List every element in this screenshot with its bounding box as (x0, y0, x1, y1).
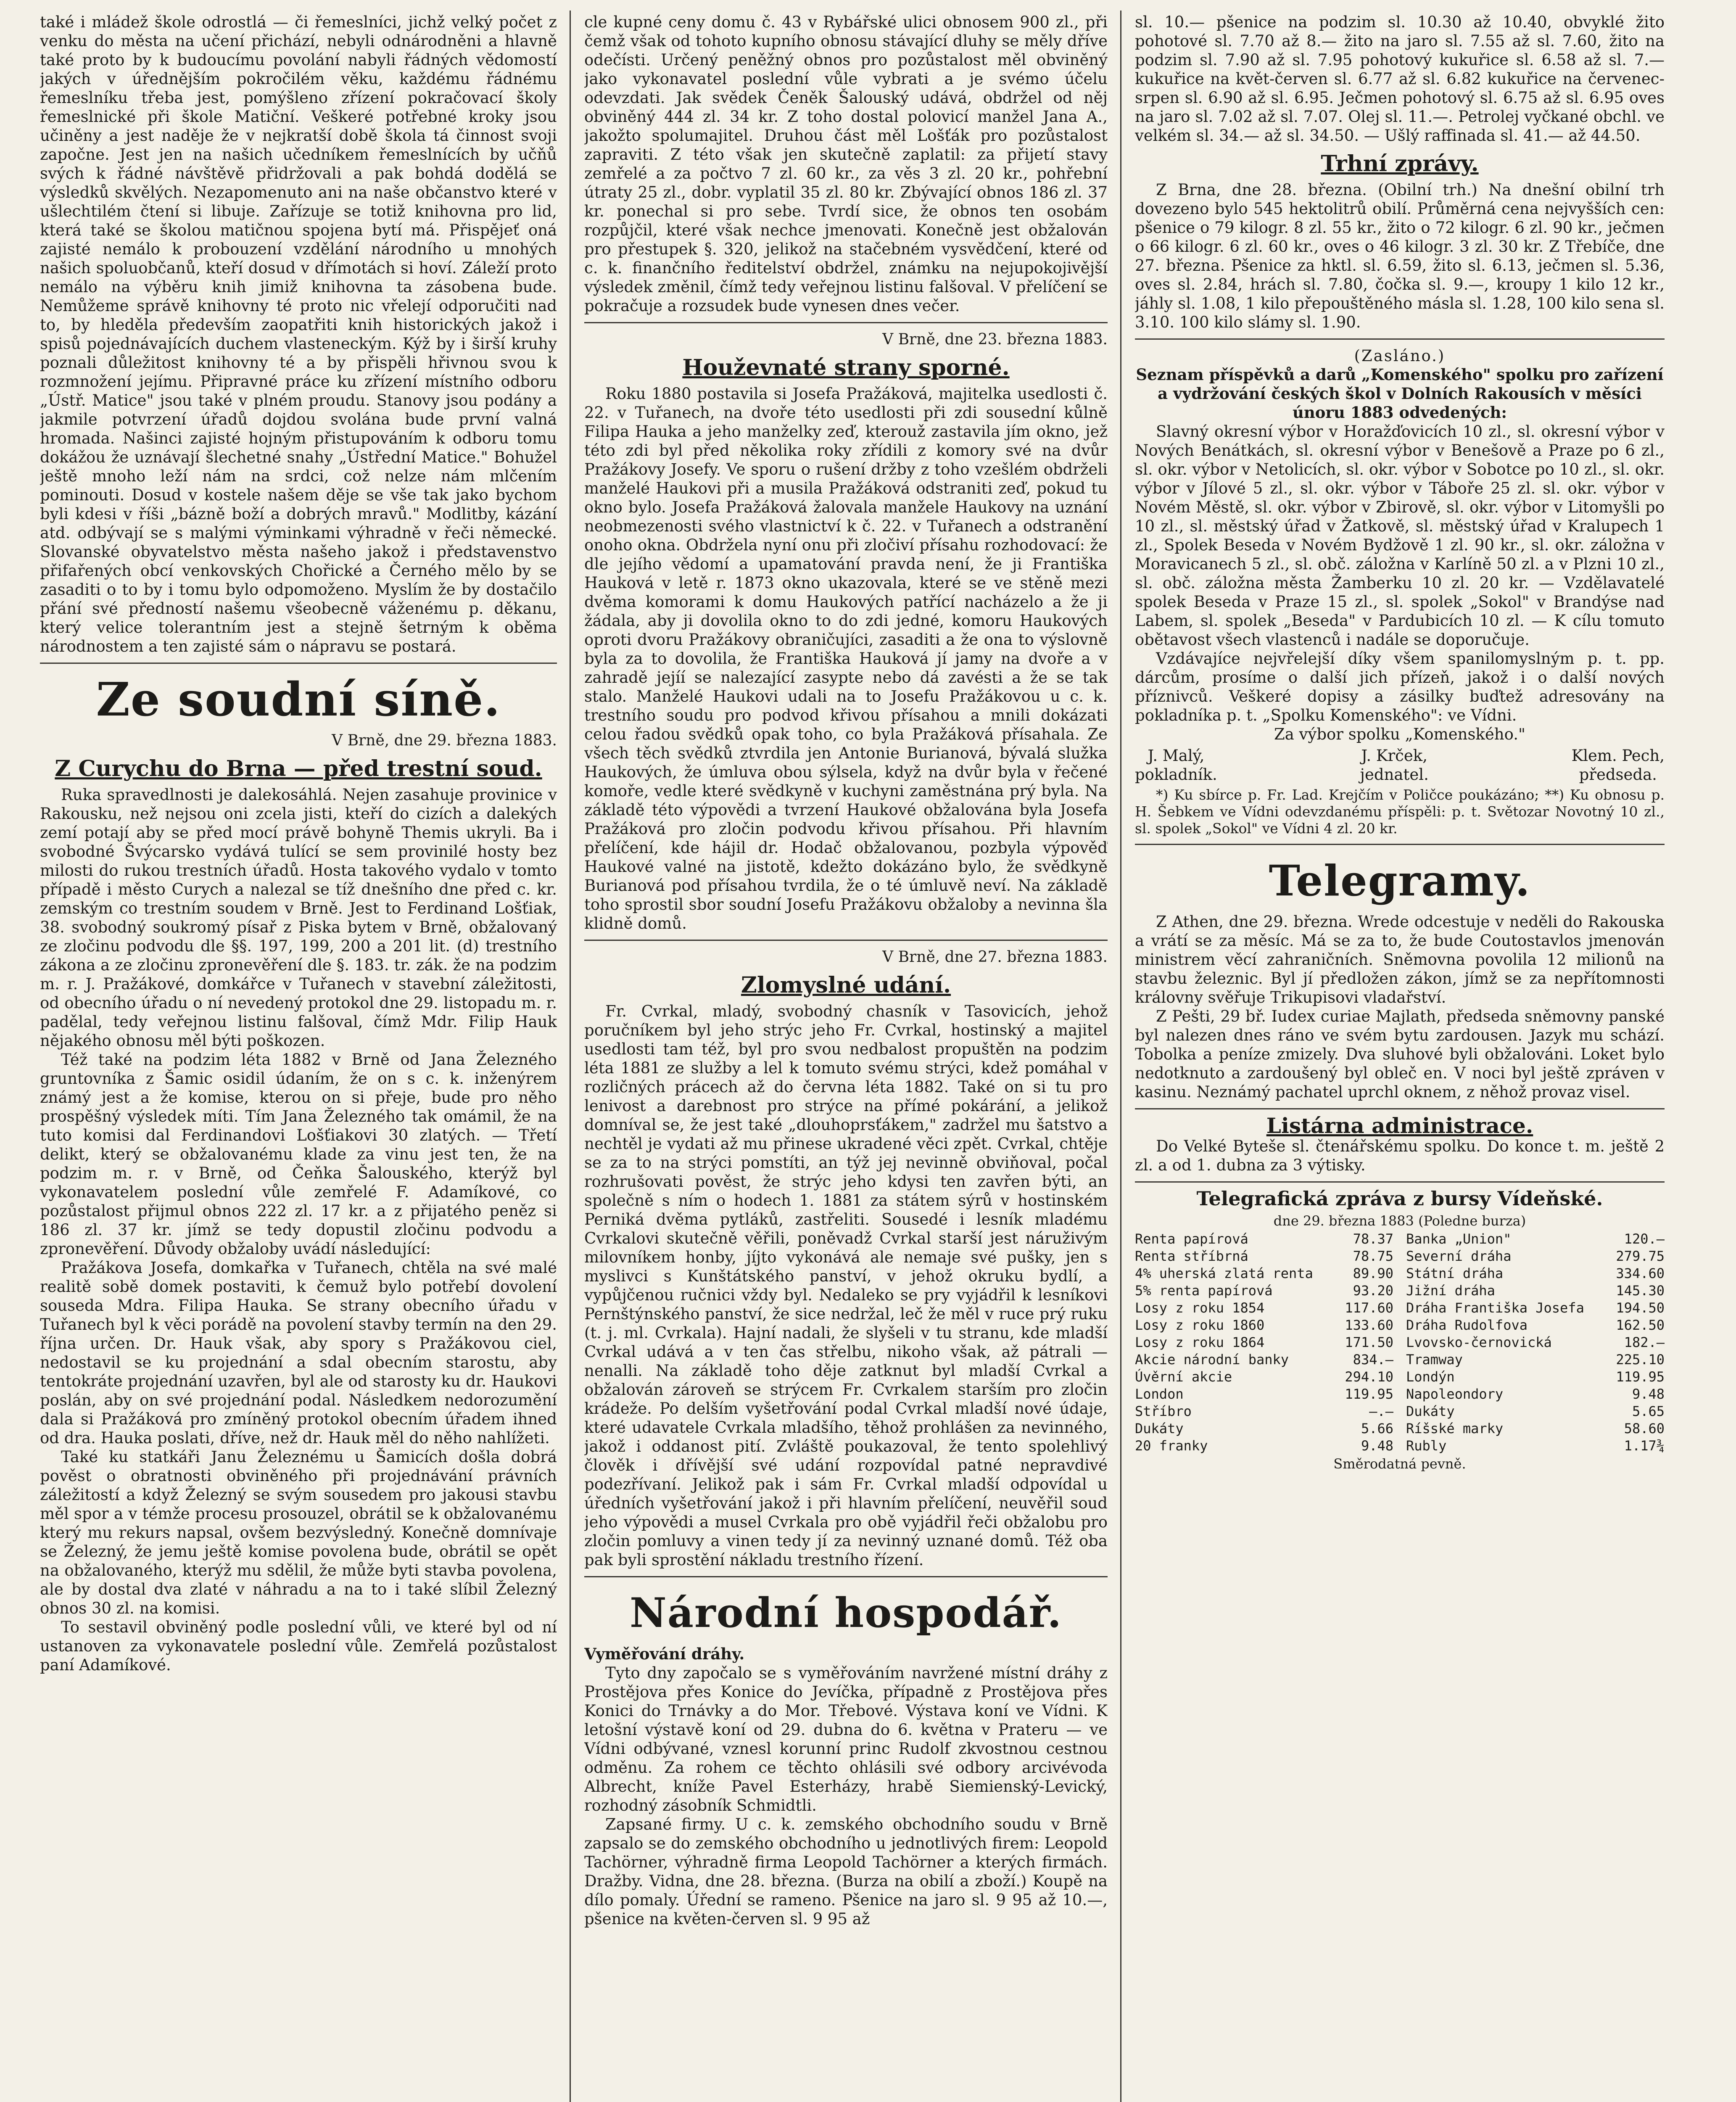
article-continuation: cle kupné ceny domu č. 43 v Rybářské ulici obnosem 900 zl., při čemž však od tohoto kupního obnosu stávající dluhy se měly dříve odečísti. Určený peněžný obnos pro pozůstalost měl obviněný jako vykonavatel poslední vůle vybrati a je svémo účelu odevzdati. Jak svědek Čeněk Šalouský udává, obdržel od něj obviněný 444 zl. 34 kr. Z toho dostal polovicí manžel Jana A., jakožto spolumajitel. Druhou část měl Lošťák pro pozůstalost zapraviti. Z této však jen skutečně zaplatil: za přijetí stavy zemřelé a za počtvo 7 zl. 60 kr., za věs 3 zl. 20 kr., pohřební útraty 25 zl., dobr. vyplatil 35 zl. 80 kr. Zbývající obnos 186 zl. 37 kr. ponechal si pro sebe. Tvrdí sice, že obnos ten osobám rozpůjčil, které však nechce jmenovati. Konečně jest obžalován pro přestupek §. 320, jelikož na stačebném vysvědčení, které od c. k. finančního ředitelství obdržel, známku na nejupokojivější výsledek změnil, čímž tedy veřejnou listinu falšoval. V přelíčení se pokračuje a rozsudek bude vynesen dnes večer. (584, 13, 1108, 315)
article-paragraph: Do Velké Byteše sl. čtenářskému spolku. Do konce t. m. ještě 2 zl. a od 1. dubna za 3 výtisky. (1135, 1137, 1665, 1174)
section-divider (584, 940, 1108, 941)
article-paragraph: Zapsané firmy. U c. k. zemského obchodního soudu v Brně zapsalo se do zemského obchodního u jednotlivých firem: Leopold Tachörner, výhradně firma Leopold Tachörner a kterých firmách. Dražby. Vidna, dne 28. března. (Burza na obilí a zboží.) Koupě na dílo pomaly. Úřední se rameno. Pšenice na jaro sl. 9 95 až 10.—, pšenice na květen-červen sl. 9 95 až (584, 1815, 1108, 1928)
bourse-row (1406, 1351, 1665, 1368)
section-heading-economy: Národní hospodář. (630, 1589, 1062, 1637)
signature-treasurer (1135, 746, 1217, 784)
bourse-security: Losy z roku 1860 (1135, 1317, 1265, 1333)
bourse-row (1135, 1248, 1393, 1265)
bourse-footer: Směrodatná pevně. (1333, 1456, 1466, 1472)
bourse-security: Renta stříbrná (1135, 1248, 1248, 1264)
signature-name: J. Krček, (1361, 747, 1427, 765)
bourse-value: 78.75 (1353, 1248, 1393, 1264)
section-divider (1135, 1108, 1665, 1109)
bourse-value: 5.66 (1361, 1421, 1393, 1437)
dateline: V Brně, dne 29. března 1883. (332, 732, 557, 749)
donations-title: Seznam příspěvků a darů „Komenského" spolku pro zařízení a vydržování českých škol v Dolních Rakousích v měsíci únoru 1883 odvedených: (1136, 365, 1664, 422)
signatures (1135, 746, 1665, 784)
article-paragraph: Fr. Cvrkal, mladý, svobodný chasník v Tasovicích, jehož poručníkem byl jeho strýc jeho Fr. Cvrkal, hostinský a majitel usedlosti tam též, byl pro svou nedbalost propuštěn na podzim léta 1881 ze služby a lel k tomuto svému strýci, kdež pomáhal v rozličných prácech až do června léta 1882. Také on si tu pro lenivost a darebnost pro strýce na přímé pokárání, a jelikož domníval se, že jest také „dlouhoprsťákem," zadržel mu šatstvo a nechtěl je vydati až mu přinese ukradené věci zpět. Cvrkal, chtěje se za to na strýci pomstíti, an týž jej nevinně obviňoval, počal rozhrušovati pověst, že strýc jeho kdysi ten zavřen býti, an společně s ním o hodech 1. 1881 za státem sýrů v hostinském Perniká dvěma pytláků, zastřeliti. Sousedé i lesník mladému Cvrkalovi skutečně věřili, poněvadž Cvrkal starší jest náruživým milovníkem honby, jíjto vykonává ale nemaje své pušky, jen s myslivci s Kunštátského panství, v jehož okruku bydlí, a vypůjčenou ručnici vždy byl. Nedaleko se pry vyjádřil k lesníkovi Pernštýnského panství, že sice nedržal, leč že měl v ruce prý ruku (t. j. ml. Cvrkala). Hajní nadali, že slyšeli v tu stranu, kde mladší Cvrkal udává a v ten čas střelbu, nikoho však, až pátrali — nenalli. Na základě toho děje zatknut byl mladší Cvrkal a obžalován zároveň se strýcem Fr. Cvrkalem starším pro zločin krádeže. Po delším vyšetřování podal Cvrkal mladší nové údaje, které udavatele Cvrkala mladšího, těhož prohlášen za nevinného, jakož i oddanost pití. Zvláště poukazoval, že tento spolehlivý člověk i dřívější své udání rozpovídal patné nepravdivé podezřívaní. Jelikož pak i sám Fr. Cvrkal mladší odpovídal u úředních vyšetřování jakož i při hlavním přelíčení, neuvěřil soud jeho výpovědi a musel Cvrkala pro obě vyjádřil řeči obžalobu pro zločin pomluvy a vinen tedy jí za nevinný uznané domů. Též oba pak byli sprostění nákladu trestního řízení. (584, 1002, 1108, 1569)
bourse-security: 5% renta papírová (1135, 1283, 1273, 1299)
bourse-row (1406, 1437, 1665, 1455)
bourse-table (1135, 1231, 1665, 1455)
bourse-value: 1.17¾ (1624, 1438, 1665, 1454)
signature-chairman (1572, 746, 1665, 784)
bourse-security: Jižní dráha (1406, 1283, 1495, 1299)
bourse-row (1406, 1420, 1665, 1437)
bourse-value: 834.— (1353, 1352, 1393, 1368)
bourse-row (1135, 1351, 1393, 1368)
bourse-row (1406, 1334, 1665, 1351)
left-column (40, 13, 557, 2102)
article-paragraph: To sestavil obviněný podle poslední vůli, ve které byl od ní ustanoven za vykonavatele poslední vůle. Zemřelá pozůstalost paní Adamíkové. (40, 1618, 557, 1674)
bourse-security: Úvěrní akcie (1135, 1369, 1232, 1385)
bourse-value: 334.60 (1616, 1265, 1665, 1281)
bourse-row (1406, 1265, 1665, 1282)
bourse-value: 9.48 (1632, 1386, 1665, 1402)
bourse-security: Dukáty (1135, 1421, 1184, 1437)
article-paragraph: Z Brna, dne 28. března. (Obilní trh.) Na dnešní obilní trh dovezeno bylo 545 hektolitrů obilí. Průměrná cena nejvyšších cen: pšenice o 79 kilogr. 8 zl. 55 kr., žito o 72 kilogr. 6 zl. 90 kr., ječmen o 66 kilogr. 6 zl. 60 kr., oves o 46 kilogr. 3 zl. 30 kr. Z Třebíče, dne 27. března. Pšenice za hktl. sl. 6.59, žito sl. 6.13, ječmen sl. 5.36, oves sl. 2.84, hrách sl. 7.80, čočka sl. 9.—, kroupy 1 kilo 12 kr., jáhly sl. 1.08, 1 kilo přepouštěného másla sl. 1.28, 100 kilo sena sl. 3.10. 100 kilo slámy sl. 1.90. (1135, 181, 1665, 331)
bourse-row (1406, 1282, 1665, 1299)
signature-name: J. Malý, (1148, 747, 1205, 765)
bourse-security: Stříbro (1135, 1403, 1192, 1419)
bourse-value: 5.65 (1632, 1403, 1665, 1419)
dateline: V Brně, dne 23. března 1883. (882, 331, 1108, 348)
bourse-row (1406, 1299, 1665, 1317)
bourse-value: 119.95 (1616, 1369, 1665, 1385)
section-heading-court: Ze soudní síně. (96, 672, 501, 726)
signature-name: Klem. Pech, (1571, 747, 1665, 765)
bourse-row (1406, 1403, 1665, 1420)
section-divider (1135, 844, 1665, 845)
bourse-security: Dukáty (1406, 1403, 1455, 1419)
bourse-value: 119.95 (1345, 1386, 1393, 1402)
bourse-row (1135, 1368, 1393, 1386)
bourse-value: 194.50 (1616, 1300, 1665, 1316)
bourse-row (1135, 1334, 1393, 1351)
right-column (1135, 13, 1665, 2102)
bourse-security: Ríšské marky (1406, 1421, 1504, 1437)
section-divider (1135, 1181, 1665, 1183)
article-paragraph: Z Athen, dne 29. března. Wrede odcestuje v neděli do Rakouska a vrátí se za měsíc. Má se za to, že bude Coutostavlos jmenován ministrem věcí zahraničních. Sněmovna povolila 12 milionů na stavbu železnic. Byl jí předložen zákon, jímž se za nepřítomnosti královny svěřuje Trikupisovi vladařství. (1135, 913, 1665, 1006)
bourse-security: Banka „Union" (1406, 1231, 1512, 1247)
bourse-value: 171.50 (1345, 1334, 1393, 1350)
section-divider (40, 663, 557, 664)
signature-role: předseda. (1579, 766, 1657, 784)
bourse-value: 294.10 (1345, 1369, 1393, 1385)
signature-role: pokladník. (1135, 766, 1217, 784)
signature-role: jednatel. (1360, 766, 1429, 784)
bourse-value: 89.90 (1353, 1265, 1393, 1281)
bourse-row (1135, 1403, 1393, 1420)
bourse-value: 279.75 (1616, 1248, 1665, 1264)
bourse-security: Losy z roku 1864 (1135, 1334, 1265, 1350)
bourse-value: 225.10 (1616, 1352, 1665, 1368)
bourse-security: Renta papírová (1135, 1231, 1248, 1247)
section-heading-bourse: Telegrafická zpráva z bursy Vídeňské. (1196, 1187, 1603, 1210)
bourse-security: Severní dráha (1406, 1248, 1512, 1264)
bourse-row (1135, 1437, 1393, 1455)
intro-paragraph: také i mládež škole odrostlá — či řemeslníci, jichž velký počet z venku do města na učení přichází, nebyli odnárodněni a hlavně také proto by k budoucímu povolání nabyli řádných vědomostí jakých v úřednějším pokročilém věku, každému řádnému řemeslníku třeba jest, pomýšleno zřízení pokračovací školy řemeslnické při škole Matiční. Veškeré potřebné kroky jsou učiněny a jest naděje že v nejkratší době škola tá činnost svoji započne. Jest jen na našich učedníkem řemeslnících by učňů svých k řádné návštěvě přidržovali a pak bohdá dodělá se výsledků skvělých. Nezapomenuto ani na naše občanstvo které v ušlechtilém čtení si libuje. Zařízuje se totiž knihovna pro lid, která také se školou matičnou spojena bytí má. Přispějeť oná zajisté nemálo k probouzení vzdělání národního u mnohých našich spoluobčanů, kteří dosud v dřímotách si hoví. Záleží proto nemálo na výběru knih jimiž knihovna ta zásobena bude. Nemůžeme správě knihovny té proto nic vřelejí odporučiti nad to, by hleděla především zaopatřiti knih historických jakož i spisů pojednávajících duchem vlasteneckým. Kýž by i širší kruhy poznali důležitost knihovny té a by přispěli hřivnou svou k rozmnožení jejímu. Připravné práce ku zřízení místního odboru „Ústř. Matice" jsou také v plném proudu. Stanovy jsou podány a jakmile potvrzení úřadů dojdou svolána bude první valná hromada. Našinci zajisté hojným přistupováním k odboru tomu dokážou že uznávají šlechetné snahy „Ústřední Matice." Bohužel ještě mnoho leží nám na srdci, což nelze nám mlčením pominouti. Dosud v kostele našem děje se vše tak jako bychom byli kdesi v říši „bázně boží a dobrých mravů." Modlitby, kázání atd. odbývají se s malými výminkami výhradně v řeči německé. Slovanské obyvatelstvo města našeho jakož i představenstvo přifařených obcí venkovských Chořické a Černého mělo by se zasaditi o to by i tomu bylo odpomoženo. Myslím že by dostačilo přání své předností našemu všeobecně váženému p. děkanu, který velice tolerantním jest a stejně šetrným k oběma národnostem a ten zajisté sám o nápravu se postará. (40, 13, 557, 655)
bourse-value: 145.30 (1616, 1283, 1665, 1299)
bourse-right-list (1406, 1231, 1665, 1455)
bourse-value: 93.20 (1353, 1283, 1393, 1299)
bourse-security: London (1135, 1386, 1184, 1402)
bourse-left-list (1135, 1231, 1393, 1455)
bourse-row (1406, 1231, 1665, 1248)
bourse-security: Rubly (1406, 1438, 1447, 1454)
bourse-value: 9.48 (1361, 1438, 1393, 1454)
article-paragraph: Slavný okresní výbor v Horažďovicích 10 zl., sl. okresní výbor v Nových Benátkách, sl. okresní výbor v Benešově a Praze po 6 zl., sl. okr. výbor v Netolicích, sl. okr. výbor v Sobotce po 10 zl., sl. okr. výbor v Jílové 5 zl., sl. okr. výbor v Táboře 25 zl. sl. okr. výbor v Novém Městě, sl. okr. výbor v Zbirově, sl. okr. výbor v Litomyšli po 10 zl., sl. městský úřad v Žatkově, sl. městský úřad v Kralupech 1 zl., Spolek Beseda v Novém Bydžově 1 zl. 90 kr., sl. okr. záložna v Moravicanech 5 zl., sl. obč. záložna v Karlíně 50 zl. a v Plzni 10 zl., sl. obč. záložna města Žamberku 10 zl. 20 kr. — Vzdělavatelé spolek Beseda v Praze 15 zl., sl. spolek „Sokol" v Brandýse nad Labem, sl. spolek „Beseda" v Pardubicích 10 zl. — K cílu tomuto obětavost všech vlastenců i nadále se doporučuje. (1135, 423, 1665, 649)
bourse-value: 182.— (1624, 1334, 1665, 1350)
article-heading: Houževnaté strany sporné. (682, 355, 1010, 380)
bourse-row (1135, 1282, 1393, 1299)
bourse-security: Londýn (1406, 1369, 1455, 1385)
article-paragraph: Také ku statkáři Janu Železnému u Šamicích došla dobrá pověst o obratnosti obviněného při projednávání právních záležitostí a když Železný se svým sousedem pro jakousi stavbu měl spor a v témže procesu prosouzel, obrátil se k obžalovanému který mu rekurs napsal, ovšem bezvýsledný. Konečně domnívaje se Železný, že jemu ještě komise povolena bude, obrátil se opět na obžalovaného, kterýž mu sdělil, že může byti stavba povolena, ale by dostal dva zlaté v náhradu a na to i také slíbil Železný obnos 30 zl. na komisi. (40, 1448, 557, 1617)
middle-column (584, 13, 1108, 2102)
bourse-value: 117.60 (1345, 1300, 1393, 1316)
zaslano-label: (Zasláno.) (1354, 347, 1446, 365)
bourse-row (1135, 1317, 1393, 1334)
bourse-value: 133.60 (1345, 1317, 1393, 1333)
article-heading: Zlomyslné udání. (741, 972, 951, 998)
bourse-value: 58.60 (1624, 1421, 1665, 1437)
section-divider (584, 1576, 1108, 1577)
article-paragraph: Vzdávajíce nejvřelejší díky všem spanilomyslným p. t. pp. dárcům, prosíme o další jich přízeň, jakož i o další nových příznivců. Veškeré dopisy a zásilky buďtež adresovány na pokladníka p. t. „Spolku Komenského": ve Vídni. (1135, 650, 1665, 724)
bourse-row (1406, 1317, 1665, 1334)
committee-label: Za výbor spolku „Komenského." (1274, 725, 1525, 743)
section-heading-administration: Listárna administrace. (1266, 1113, 1533, 1138)
bourse-security: Lvovsko-černovická (1406, 1334, 1552, 1350)
article-paragraph: Ruka spravedlnosti je dalekosáhlá. Nejen zasahuje provinice v Rakousku, než nejsou oni zcela jisti, kteří do cizích a dalekých zemí potají aby se před mocí právě bohyně Themis ukryli. Ba i svobodné Švýcarsko vydává tulící se sem provinilé hosty bez milosti do rukou trestních úřadů. Hosta takového vydalo v tomto případě i město Curych a nalezal se tíž dnešního dne před c. kr. zemským co trestním soudem v Brně. Jest to Ferdinand Lošťiak, 38. svobodný soukromý písař z Piska bytem v Brně, obžalovaný ze zločinu podvodu dle §§. 197, 199, 200 a 201 lit. (d) trestního zákona a ze zločinu zpronevěření dle §. 183. tr. zák. že na podzim m. r. J. Pražákové, domkářce v Tuřanech v stavební záležitosti, od obecního úřadu o ní nevedený protokol dne 29. listopadu m. r. padělal, tedy veřejnou listinu falšoval, čímž Mdr. Filip Hauk nějakého obnosu měl býti poškozen. (40, 786, 557, 1050)
dateline: V Brně, dne 27. března 1883. (882, 948, 1108, 966)
bourse-security: Dráha Rudolfova (1406, 1317, 1528, 1333)
article-paragraph: Tyto dny započalo se s vyměřováním navržené místní dráhy z Prostějova přes Konice do Jevíčka, případně z Prostějova přes Konici do Trnávky a do Mor. Třebové. Výstava koní ve Vídni. K letošní výstavě koní od 29. dubna do 6. května v Prateru — ve Vídni odbývané, vznesl korunní princ Rudolf zkvostnou cestnou odměnu. Za rohem ce těchto ohlásili své odbory arcivévoda Albrecht, kníže Pavel Esterházy, hrabě Siemienský-Levický, rozhodný zásobník Schmidtli. (584, 1664, 1108, 1814)
section-heading-markets: Trhní zprávy. (1321, 151, 1479, 177)
bourse-security: Dráha Františka Josefa (1406, 1300, 1584, 1316)
article-paragraph: Pražákova Josefa, domkařka v Tuřanech, chtěla na své malé realitě sobě domek postaviti, k čemuž bylo potřebí dovolení souseda Mdra. Filipa Hauka. Se strany obecního úřadu v Tuřanech byl k věci porádě na povolení stavby termín na den 29. října určen. Dr. Hauk však, aby spory s Pražákovou ciel, nedostavil se ku projednání a sdal obecním starostu, aby tentokráte projednání uzavřen, byl ale od starosty ku dr. Haukovi poslán, aby on své projednání podal. Následkem nedorozumění dala si Pražáková pro zmíněný protokol obecním úřadem ihned od dra. Hauka poslati, dříve, než dr. Hauk měl do něho nahlížeti. (40, 1259, 557, 1447)
section-divider (1135, 338, 1665, 340)
bourse-security: Akcie národní banky (1135, 1352, 1289, 1368)
bourse-row (1135, 1420, 1393, 1437)
article-paragraph: Též také na podzim léta 1882 v Brně od Jana Železného gruntovníka z Šamic osidil údaním, že on s c. k. inženýrem známý jest a že komise, kterou on si přeje, bude pro něho prospěšný výsledek míti. Tím Jana Železného tak omámil, že na tuto komisi dal Ferdinandovi Lošťiakovi 30 zlatých. — Třetí delikt, který se obžalovanému klade za vinu jest ten, že na podzim m. r. v Brně, od Čeňka Šalouského, kterýž byl vykonavatelem poslední vůle zemřelé F. Adamíkové, co pozůstalost přijmul obnos 222 zl. 17 kr. a z přijatého peněz si 186 zl. 37 kr. jímž se tedy dopustil zločinu podvodu a zpronevěření. Důvody obžaloby uvádí následující: (40, 1051, 557, 1258)
bourse-row (1135, 1299, 1393, 1317)
section-heading-telegrams: Telegramy. (1269, 856, 1531, 906)
article-subheading: Vyměřování dráhy. (584, 1645, 745, 1663)
bourse-row (1406, 1368, 1665, 1386)
article-paragraph: Roku 1880 postavila si Josefa Pražáková, majitelka usedlosti č. 22. v Tuřanech, na dvoře této usedlosti při zdi sousední kůlně Filipa Hauka a jeho manželky zeď, kterouž zastavila jím okno, jež této zdi byl před několika roky zřídili z komory své na dvůr Pražákovy Josefy. Ve sporu o rušení držby z toho vzešlém obdrželi manželé Haukovi při a musila Pražáková odstraniti zeď, pokud tu okno bylo. Josefa Pražáková žalovala manžele Haukovy na uznání neobmezenosti svého vlastnictví k č. 22. v Tuřanech a odstranění onoho okna. Obdržela nyní onu při zločiví přísahu rozhodovací: že dle jejího vědomí a upamatování pravda není, že ji Františka Hauková v letě r. 1873 okno ukazovala, které se ve stěně mezi dvěma komorami k domu Haukových patřící nacházelo a že ji žádala, aby ji dovolila okno to do zdi jedné, komoru Haukových oproti dvoru Pražákovy obraničujíci, zasaditi a že ona to výslovně byla za to dovolila, že Františka Hauková jí jamy na dvoře a v zahradě jejíí se nalezající zasypte nebo dá zavésti a že se tak stalo. Manželé Haukovi udali na to Josefu Pražákovou u c. k. trestního soudu pro podvod křivou přísahou a mnili dokázati celou řadou svědků opak toho, co byla Pražáková přísahala. Ze všech těch svědků ztvrdila jen Antonie Burianová, bývalá služka Haukových, že úmluva obou sýlsela, když na dvůr byla v řečené komoře, vedle které svědkyně v kuchyni zaměstnána prý byla. Na základě této výpovědi a tvrzení Haukové obžalována byla Josefa Pražáková pro zločin podvodu křivou přísahou. Při hlavním přelíčení, kde hájil dr. Hodač obžalovanou, pozbyla výpověď Haukové valné na jistotě, kdežto dokázáno bylo, že svědkyně Burianová pod přísahou tvrdila, že o té úmluvě neví. Na základě toho sprostil sbor soudní Josefu Pražákovu obžaloby a nevinna šla klidně domů. (584, 385, 1108, 932)
bourse-row (1406, 1248, 1665, 1265)
bourse-date: dne 29. března 1883 (Poledne burza) (1273, 1213, 1526, 1229)
article-heading: Z Curychu do Brna — před trestní soud. (55, 756, 542, 782)
bourse-security: 20 franky (1135, 1438, 1208, 1454)
bourse-security: Losy z roku 1854 (1135, 1300, 1265, 1316)
market-continuation: sl. 10.— pšenice na podzim sl. 10.30 až 10.40, obvyklé žito pohotové sl. 7.70 až 8.— žito na jaro sl. 7.55 až sl. 7.60, žito na podzim sl. 7.90 až sl. 7.95 pohotový kukuřice sl. 6.58 až sl. 7.— kukuřice na květ-červen sl. 6.77 až sl. 6.82 kukuřice na červenec-srpen sl. 6.90 až sl. 6.95. Ječmen pohotový sl. 6.75 až sl. 6.95 oves na jaro sl. 7.02 až sl. 7.07. Olej sl. 11.—. Petrolej vyčkané obchl. ve velkém sl. 34.— až sl. 34.50. — Ušlý raffinada sl. 41.— až 44.50. (1135, 13, 1665, 145)
bourse-row (1406, 1386, 1665, 1403)
bourse-row (1135, 1386, 1393, 1403)
bourse-value: 162.50 (1616, 1317, 1665, 1333)
bourse-value: —.— (1369, 1403, 1393, 1419)
column-divider (570, 11, 571, 2102)
bourse-security: Státní dráha (1406, 1265, 1504, 1281)
bourse-row (1135, 1265, 1393, 1282)
signature-secretary (1360, 746, 1429, 784)
bourse-security: Tramway (1406, 1352, 1463, 1368)
bourse-value: 78.37 (1353, 1231, 1393, 1247)
bourse-row (1135, 1231, 1393, 1248)
footnote: *) Ku sbírce p. Fr. Lad. Krejčím v Poličce poukázáno; **) Ku obnosu p. H. Šebkem ve Vídni odevzdanému příspěli: p. t. Světozar Novotný 10 zl., sl. spolek „Sokol" ve Vídni 4 zl. 20 kr. (1135, 787, 1665, 837)
bourse-value: 120.— (1624, 1231, 1665, 1247)
bourse-security: 4% uherská zlatá renta (1135, 1265, 1313, 1281)
section-divider (584, 322, 1108, 323)
bourse-security: Napoleondory (1406, 1386, 1504, 1402)
column-divider (1120, 11, 1121, 2102)
article-paragraph: Z Pešti, 29 bř. Iudex curiae Majlath, předseda sněmovny panské byl nalezen dnes ráno ve svém bytu zardousen. Jazyk mu schází. Tobolka a peníze zmizely. Dva sluhové byli obžalováni. Loket bylo nedotknuto a zardoušený byl obleč en. V noci byl ještě zpráven v kasinu. Neznámý pachatel uprchl oknem, z něhož provaz visel. (1135, 1007, 1665, 1101)
